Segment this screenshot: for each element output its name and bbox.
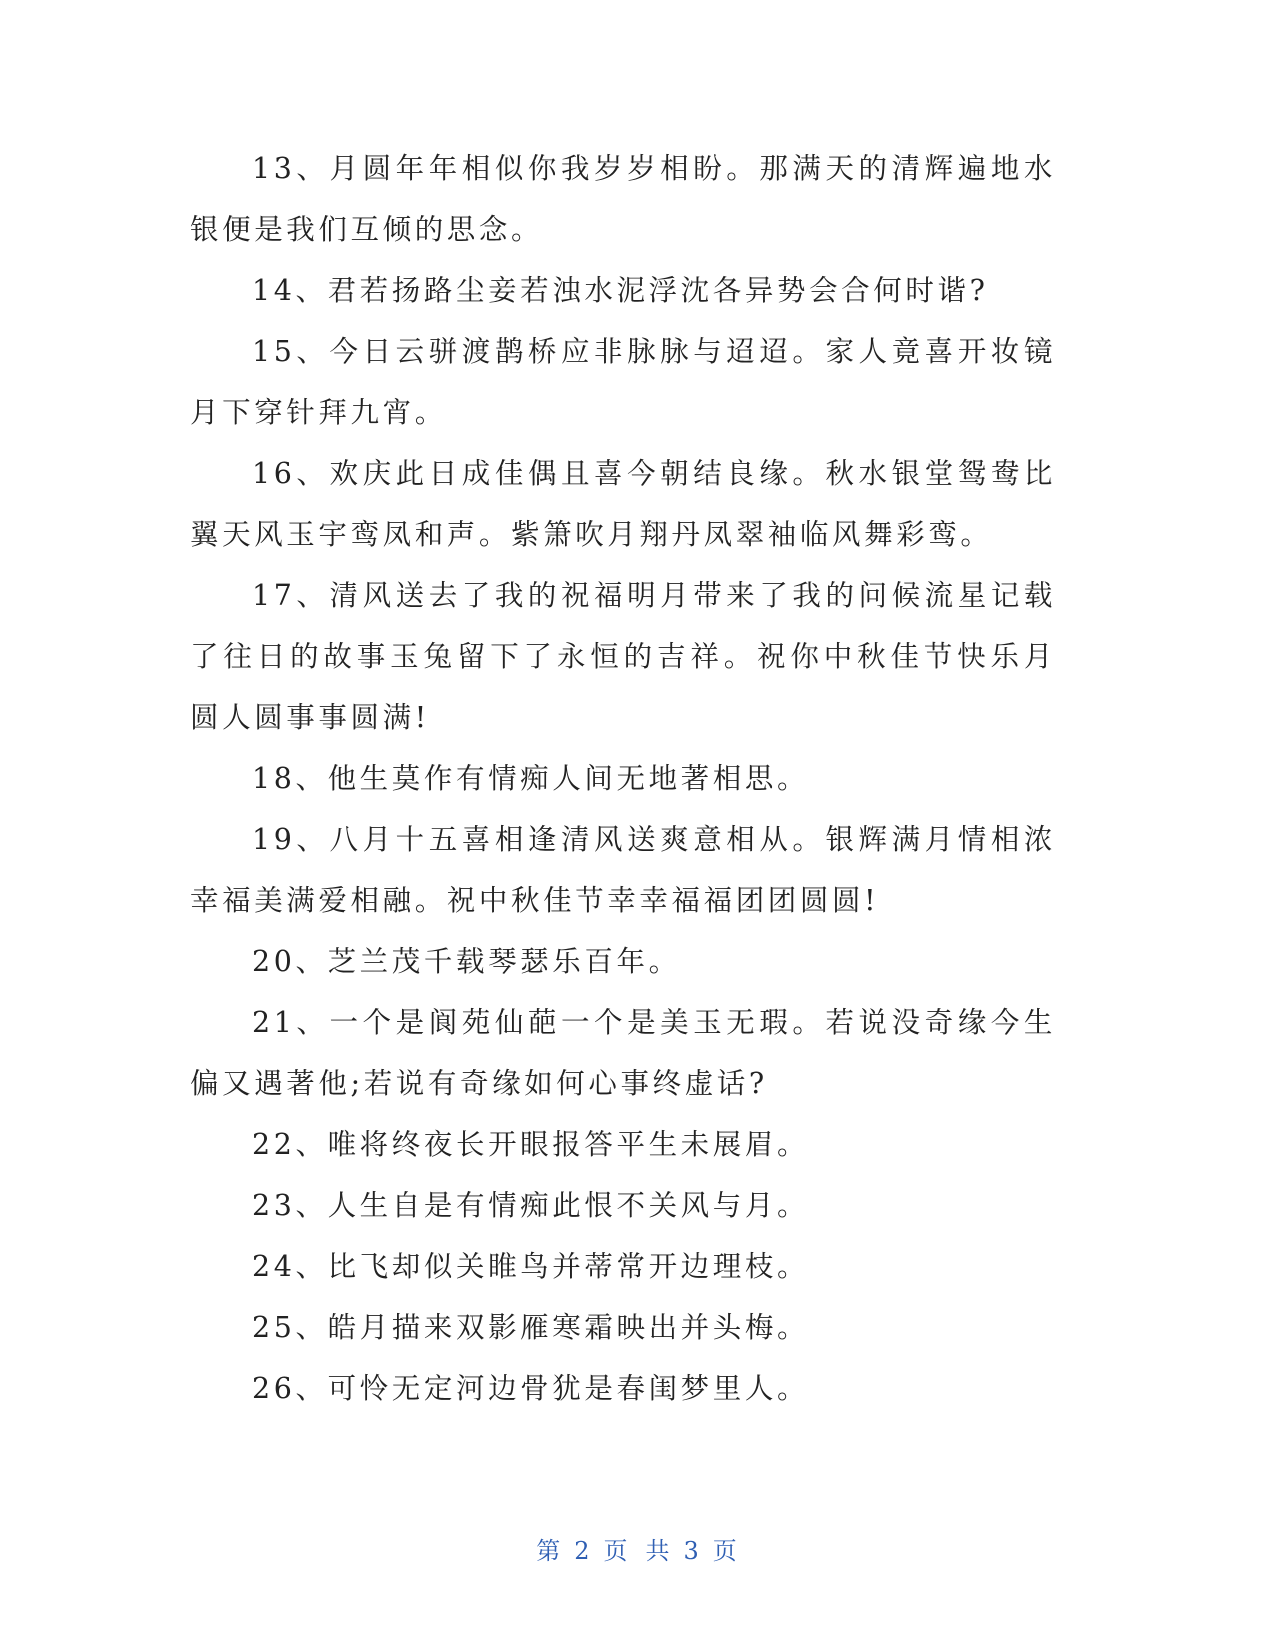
paragraph-21: 21、一个是阆苑仙葩一个是美玉无瑕。若说没奇缘今生偏又遇著他;若说有奇缘如何心事终虚话? bbox=[190, 1006, 1056, 1100]
paragraph-22: 22、唯将终夜长开眼报答平生未展眉。 bbox=[252, 1128, 810, 1161]
paragraph-20: 20、芝兰茂千载琴瑟乐百年。 bbox=[252, 945, 681, 978]
document-body bbox=[190, 138, 1056, 1419]
paragraph-16: 16、欢庆此日成佳偶且喜今朝结良缘。秋水银堂鸳鸯比翼天风玉宇鸾凤和声。紫箫吹月翔丹凤翠袖临风舞彩鸾。 bbox=[190, 457, 1056, 551]
footer-suffix: 页 bbox=[712, 1537, 739, 1565]
footer-total-pages: 3 bbox=[683, 1537, 701, 1565]
footer-page-word: 页 bbox=[603, 1537, 630, 1565]
footer-prefix: 第 bbox=[536, 1537, 563, 1565]
paragraph-23: 23、人生自是有情痴此恨不关风与月。 bbox=[252, 1189, 810, 1222]
paragraph-18: 18、他生莫作有情痴人间无地著相思。 bbox=[252, 762, 810, 795]
page-footer bbox=[0, 1536, 1275, 1566]
paragraph-25: 25、皓月描来双影雁寒霜映出并头梅。 bbox=[252, 1311, 810, 1344]
footer-total-word: 共 bbox=[645, 1537, 672, 1565]
paragraph-15: 15、今日云骈渡鹊桥应非脉脉与迢迢。家人竟喜开妆镜月下穿针拜九宵。 bbox=[190, 335, 1056, 429]
paragraph-19: 19、八月十五喜相逢清风送爽意相从。银辉满月情相浓幸福美满爱相融。祝中秋佳节幸幸福福团团圆圆! bbox=[190, 823, 1056, 917]
paragraph-17: 17、清风送去了我的祝福明月带来了我的问候流星记载了往日的故事玉兔留下了永恒的吉祥。祝你中秋佳节快乐月圆人圆事事圆满! bbox=[190, 579, 1056, 734]
footer-current-page: 2 bbox=[574, 1537, 592, 1565]
paragraph-14: 14、君若扬路尘妾若浊水泥浮沈各异势会合何时谐? bbox=[252, 274, 989, 307]
paragraph-24: 24、比飞却似关睢鸟并蒂常开边理枝。 bbox=[252, 1250, 810, 1283]
paragraph-26: 26、可怜无定河边骨犹是春闺梦里人。 bbox=[252, 1372, 810, 1405]
paragraph-13: 13、月圆年年相似你我岁岁相盼。那满天的清辉遍地水银便是我们互倾的思念。 bbox=[190, 152, 1056, 246]
